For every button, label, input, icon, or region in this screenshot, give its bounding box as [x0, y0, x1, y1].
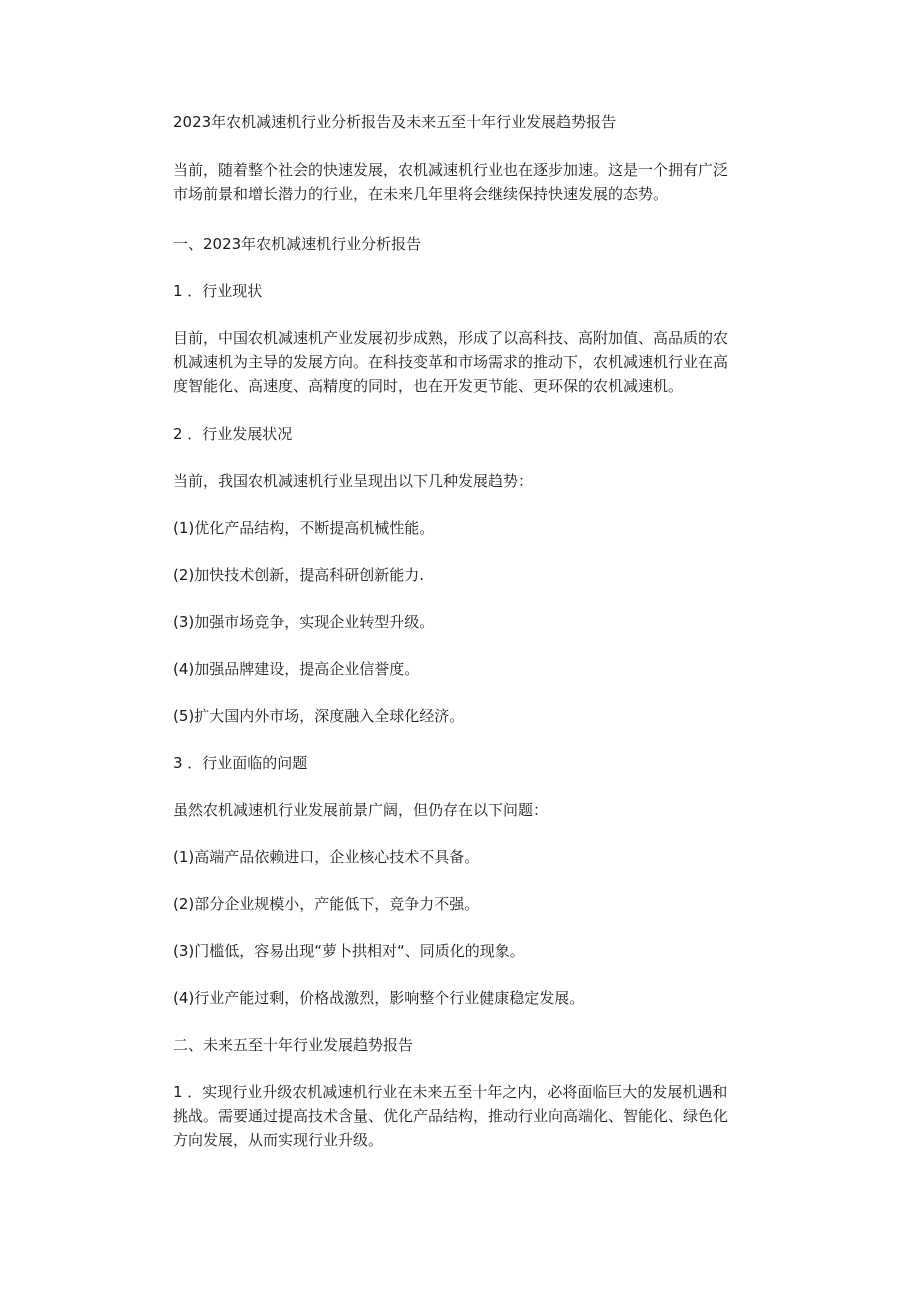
list-item: (5)扩大国内外市场，深度融入全球化经济。	[173, 707, 465, 725]
section1-2-intro: 当前，我国农机减速机行业呈现出以下几种发展趋势：	[173, 472, 534, 490]
intro-paragraph	[173, 158, 753, 206]
paragraph-line: 方向发展，从而实现行业升级。	[173, 1131, 384, 1149]
section1-1-heading: 1 ．行业现状	[173, 282, 263, 300]
list-item: (3)门槛低，容易出现“萝卜拱相对“、同质化的现象。	[173, 942, 525, 960]
section2-1-paragraph	[173, 1080, 753, 1152]
document-title: 2023年农机减速机行业分析报告及未来五至十年行业发展趋势报告	[173, 113, 617, 131]
paragraph-line: 挑战。需要通过提高技术含量、优化产品结构，推动行业向高端化、智能化、绿色化	[173, 1107, 729, 1125]
paragraph-line: 度智能化、高速度、高精度的同时，也在开发更节能、更环保的农机减速机。	[173, 377, 684, 395]
intro-line: 当前，随着整个社会的快速发展，农机减速机行业也在逐步加速。这是一个拥有广泛	[173, 161, 729, 179]
paragraph-line: 1 ．实现行业升级农机减速机行业在未来五至十年之内，必将面临巨大的发展机遇和	[173, 1083, 728, 1101]
paragraph-line: 目前，中国农机减速机产业发展初步成熟，形成了以高科技、高附加值、高品质的农	[173, 329, 729, 347]
section1-3-heading: 3 ．行业面临的问题	[173, 754, 308, 772]
list-item: (4)行业产能过剩，价格战激烈，影响整个行业健康稳定发展。	[173, 989, 585, 1007]
section1-heading: 一、2023年农机减速机行业分析报告	[173, 235, 422, 253]
section1-3-intro: 虽然农机减速机行业发展前景广阔，但仍存在以下问题：	[173, 801, 549, 819]
list-item: (3)加强市场竞争，实现企业转型升级。	[173, 613, 435, 631]
list-item: (2)加快技术创新，提高科研创新能力.	[173, 566, 425, 584]
section1-1-paragraph	[173, 326, 753, 398]
intro-line: 市场前景和增长潜力的行业，在未来几年里将会继续保持快速发展的态势。	[173, 185, 669, 203]
section2-heading: 二、未来五至十年行业发展趋势报告	[173, 1036, 414, 1054]
list-item: (1)优化产品结构，不断提高机械性能。	[173, 519, 435, 537]
section1-2-heading: 2 ．行业发展状况	[173, 425, 293, 443]
list-item: (4)加强品牌建设，提高企业信誉度。	[173, 660, 420, 678]
list-item: (1)高端产品依赖进口，企业核心技术不具备。	[173, 848, 480, 866]
paragraph-line: 机减速机为主导的发展方向。在科技变革和市场需求的推动下，农机减速机行业在高	[173, 353, 729, 371]
list-item: (2)部分企业规模小，产能低下，竞争力不强。	[173, 895, 480, 913]
